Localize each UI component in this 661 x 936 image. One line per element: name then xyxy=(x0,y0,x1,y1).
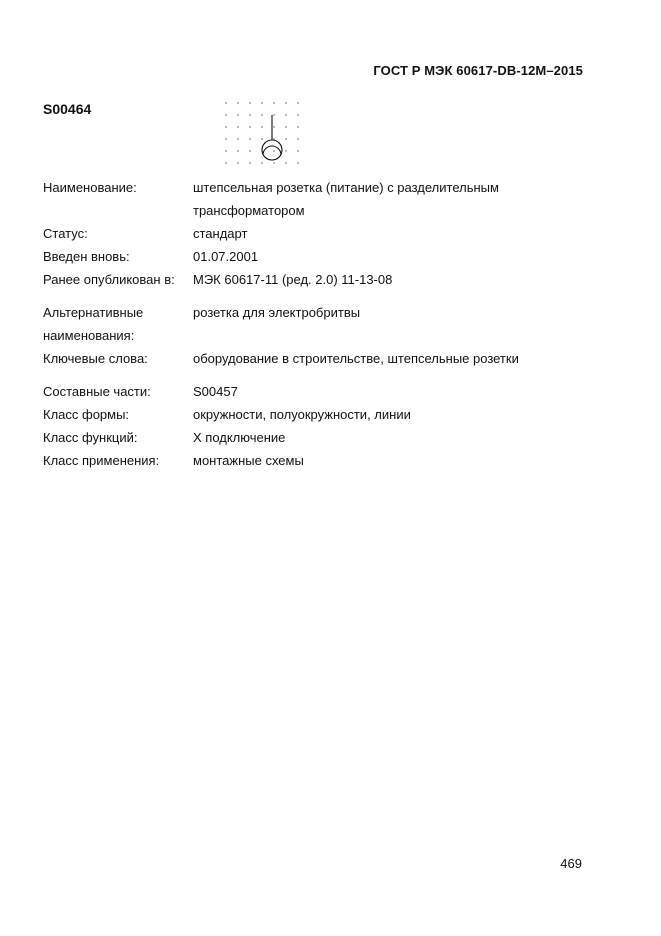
grid-dot xyxy=(261,126,262,127)
grid-dot xyxy=(297,150,298,151)
field-row-function-class xyxy=(43,426,603,449)
grid-dot xyxy=(249,150,250,151)
field-row-components xyxy=(43,380,603,403)
grid-dot xyxy=(273,114,274,115)
field-label: Класс функций: xyxy=(43,430,138,445)
field-label: Введен вновь: xyxy=(43,249,130,264)
field-label: Класс формы: xyxy=(43,407,130,422)
field-row-name xyxy=(43,176,603,222)
grid-dot xyxy=(261,114,262,115)
field-label: Статус: xyxy=(43,226,88,241)
field-value: розетка для электробритвы xyxy=(193,305,361,320)
field-label: Альтернативные наименования: xyxy=(43,305,144,343)
grid-dot xyxy=(225,102,226,103)
field-row-alternative-names xyxy=(43,301,603,347)
grid-dot xyxy=(297,162,298,163)
grid-dot xyxy=(273,150,274,151)
document-header: ГОСТ Р МЭК 60617-DB-12M–2015 xyxy=(373,63,583,78)
grid-dot xyxy=(297,138,298,139)
field-row-application-class xyxy=(43,449,603,472)
grid-dot xyxy=(225,114,226,115)
grid-dot xyxy=(261,138,262,139)
grid-dot xyxy=(273,126,274,127)
page-number: 469 xyxy=(560,856,582,871)
field-value: штепсельная розетка (питание) с разделительным трансформатором xyxy=(193,180,499,218)
field-value: S00457 xyxy=(193,384,238,399)
grid-dot xyxy=(237,102,238,103)
grid-dot xyxy=(261,162,262,163)
field-label: Ранее опубликован в: xyxy=(43,272,175,287)
grid-dot xyxy=(285,126,286,127)
grid-dot xyxy=(237,126,238,127)
field-value: окружности, полуокружности, линии xyxy=(193,407,411,422)
grid-dot xyxy=(237,162,238,163)
socket-transformer-symbol-icon xyxy=(218,98,308,170)
grid-dot xyxy=(225,138,226,139)
grid-dot xyxy=(273,102,274,103)
field-label: Класс применения: xyxy=(43,453,160,468)
field-row-status xyxy=(43,222,603,245)
grid-dot xyxy=(237,150,238,151)
grid-dot xyxy=(249,138,250,139)
grid-dot xyxy=(285,102,286,103)
grid-dot xyxy=(297,114,298,115)
symbol-code: S00464 xyxy=(43,101,92,117)
field-value: монтажные схемы xyxy=(193,453,304,468)
grid-dot xyxy=(249,162,250,163)
grid-dot xyxy=(225,150,226,151)
field-value: оборудование в строительстве, штепсельные розетки xyxy=(193,351,519,366)
field-label: Составные части: xyxy=(43,384,151,399)
grid-dot xyxy=(237,138,238,139)
grid-dot xyxy=(297,102,298,103)
field-value: стандарт xyxy=(193,226,248,241)
grid-dot xyxy=(285,114,286,115)
grid-dot xyxy=(285,162,286,163)
grid-dot xyxy=(237,114,238,115)
grid-dot xyxy=(273,162,274,163)
field-row-keywords xyxy=(43,347,603,370)
symbol-attributes xyxy=(43,176,603,472)
grid-dot xyxy=(297,126,298,127)
field-row-introduced xyxy=(43,245,603,268)
grid-dot xyxy=(249,102,250,103)
grid-dot xyxy=(273,138,274,139)
field-label: Ключевые слова: xyxy=(43,351,148,366)
field-value: 01.07.2001 xyxy=(193,249,259,264)
grid-dot xyxy=(249,126,250,127)
field-value: X подключение xyxy=(193,430,286,445)
field-label: Наименование: xyxy=(43,180,137,195)
grid-dot xyxy=(285,150,286,151)
grid-dot xyxy=(261,102,262,103)
grid-dot xyxy=(225,126,226,127)
grid-dot xyxy=(249,114,250,115)
grid-dot xyxy=(225,162,226,163)
field-value: МЭК 60617-11 (ред. 2.0) 11-13-08 xyxy=(193,272,393,287)
field-row-shape-class xyxy=(43,403,603,426)
field-row-previously-published xyxy=(43,268,603,291)
grid-dot xyxy=(285,138,286,139)
